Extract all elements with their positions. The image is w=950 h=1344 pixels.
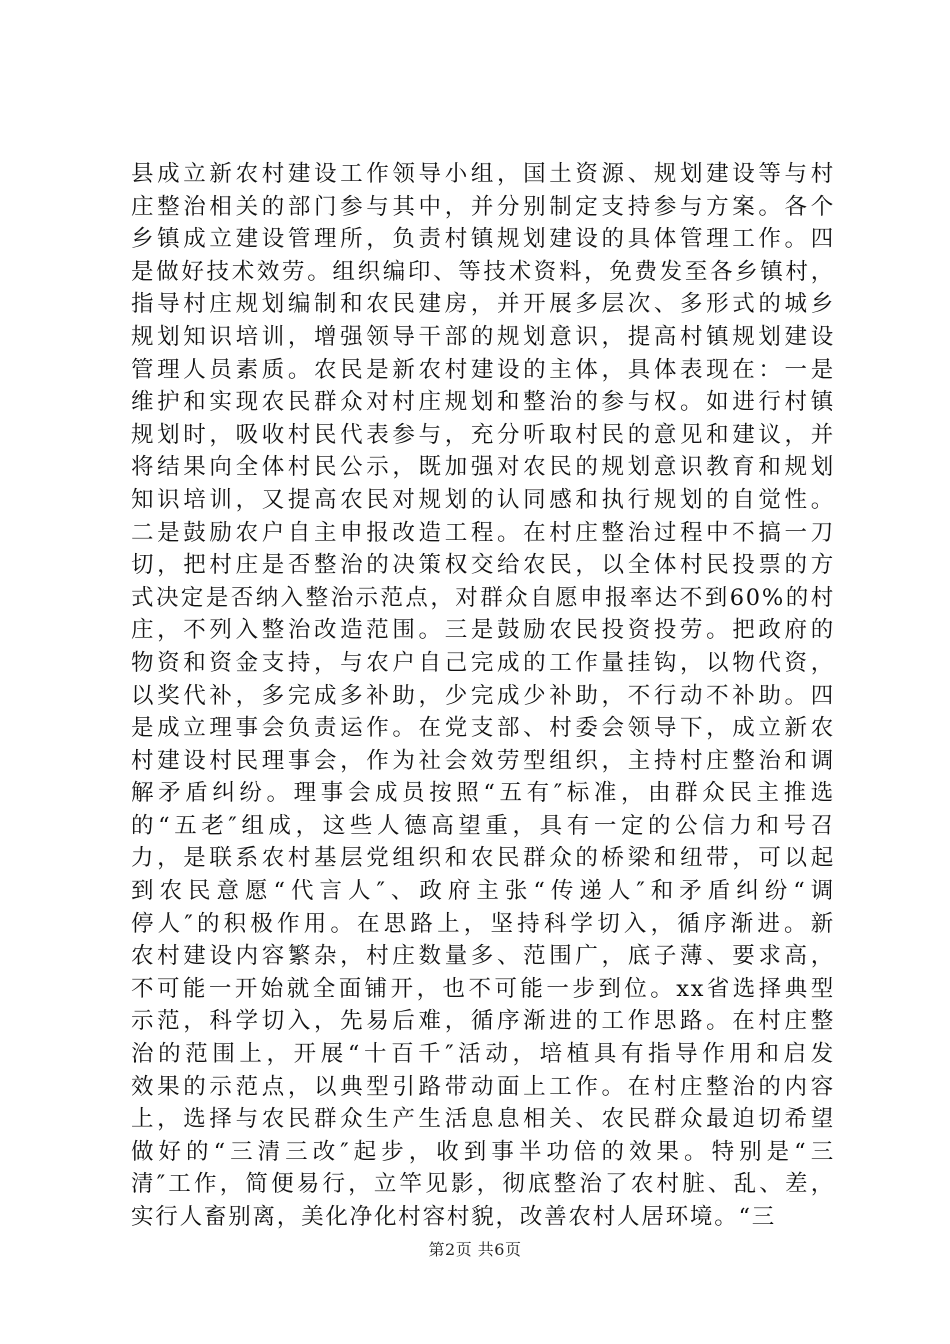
text-line: 规划知识培训，增强领导干部的规划意识，提高村镇规划建设 [131, 323, 835, 350]
text-line: 庄，不列入整治改造范围。三是鼓励农民投资投劳。把政府的 [131, 617, 835, 644]
text-line: 庄整治相关的部门参与其中，并分别制定支持参与方案。各个 [131, 193, 835, 220]
text-line: 农村建设内容繁杂，村庄数量多、范围广，底子薄、要求高， [131, 943, 835, 970]
text-line: 知识培训，又提高农民对规划的认同感和执行规划的自觉性。 [131, 486, 835, 513]
text-line: 物资和资金支持，与农户自己完成的工作量挂钩，以物代资， [131, 649, 835, 676]
text-line: 解矛盾纠纷。理事会成员按照“五有″标准，由群众民主推选 [131, 780, 835, 807]
text-line: 维护和实现农民群众对村庄规划和整治的参与权。如进行村镇 [131, 389, 835, 416]
text-line: 二是鼓励农户自主申报改造工程。在村庄整治过程中不搞一刀 [131, 519, 835, 546]
text-line: 效果的示范点，以典型引路带动面上工作。在村庄整治的内容 [131, 1073, 835, 1100]
text-line: 管理人员素质。农民是新农村建设的主体，具体表现在：一是 [131, 356, 835, 383]
text-line: 不可能一开始就全面铺开，也不可能一步到位。xx省选择典型 [131, 975, 835, 1002]
text-line: 将结果向全体村民公示，既加强对农民的规划意识教育和规划 [131, 454, 835, 481]
text-line: 清″工作，简便易行，立竿见影，彻底整治了农村脏、乱、差， [131, 1171, 835, 1198]
text-line: 是做好技术效劳。组织编印、等技术资料，免费发至各乡镇村， [131, 258, 835, 285]
text-line: 规划时，吸收村民代表参与，充分听取村民的意见和建议，并 [131, 421, 835, 448]
text-line: 示范，科学切入，先易后难，循序渐进的工作思路。在村庄整 [131, 1008, 835, 1035]
text-line: 到农民意愿“代言人″、政府主张“传递人″和矛盾纠纷“调 [131, 878, 835, 905]
text-line: 上，选择与农民群众生产生活息息相关、农民群众最迫切希望 [131, 1106, 835, 1133]
text-line: 县成立新农村建设工作领导小组，国土资源、规划建设等与村 [131, 161, 835, 187]
text-line: 乡镇成立建设管理所，负责村镇规划建设的具体管理工作。四 [131, 226, 835, 253]
text-line: 式决定是否纳入整治示范点，对群众自愿申报率达不到60%的村 [131, 584, 835, 611]
text-line: 实行人畜别离，美化净化村容村貌，改善农村人居环境。“三 [131, 1204, 777, 1230]
text-line: 村建设村民理事会，作为社会效劳型组织，主持村庄整治和调 [131, 747, 835, 774]
body-text [131, 158, 835, 1234]
text-line: 切，把村庄是否整治的决策权交给农民，以全体村民投票的方 [131, 552, 835, 579]
text-line: 的“五老″组成，这些人德高望重，具有一定的公信力和号召 [131, 812, 835, 839]
text-line: 力，是联系农村基层党组织和农民群众的桥梁和纽带，可以起 [131, 845, 835, 872]
text-line: 指导村庄规划编制和农民建房，并开展多层次、多形式的城乡 [131, 291, 835, 318]
text-line: 做好的“三清三改″起步，收到事半功倍的效果。特别是“三 [131, 1138, 835, 1165]
text-line: 以奖代补，多完成多补助，少完成少补助，不行动不补助。四 [131, 682, 835, 709]
text-line: 治的范围上，开展“十百千″活动，培植具有指导作用和启发 [131, 1041, 835, 1068]
text-line: 是成立理事会负责运作。在党支部、村委会领导下，成立新农 [131, 715, 835, 742]
text-line: 停人″的积极作用。在思路上，坚持科学切入，循序渐进。新 [131, 910, 835, 937]
page-footer: 第2页 共6页 [428, 1240, 522, 1259]
